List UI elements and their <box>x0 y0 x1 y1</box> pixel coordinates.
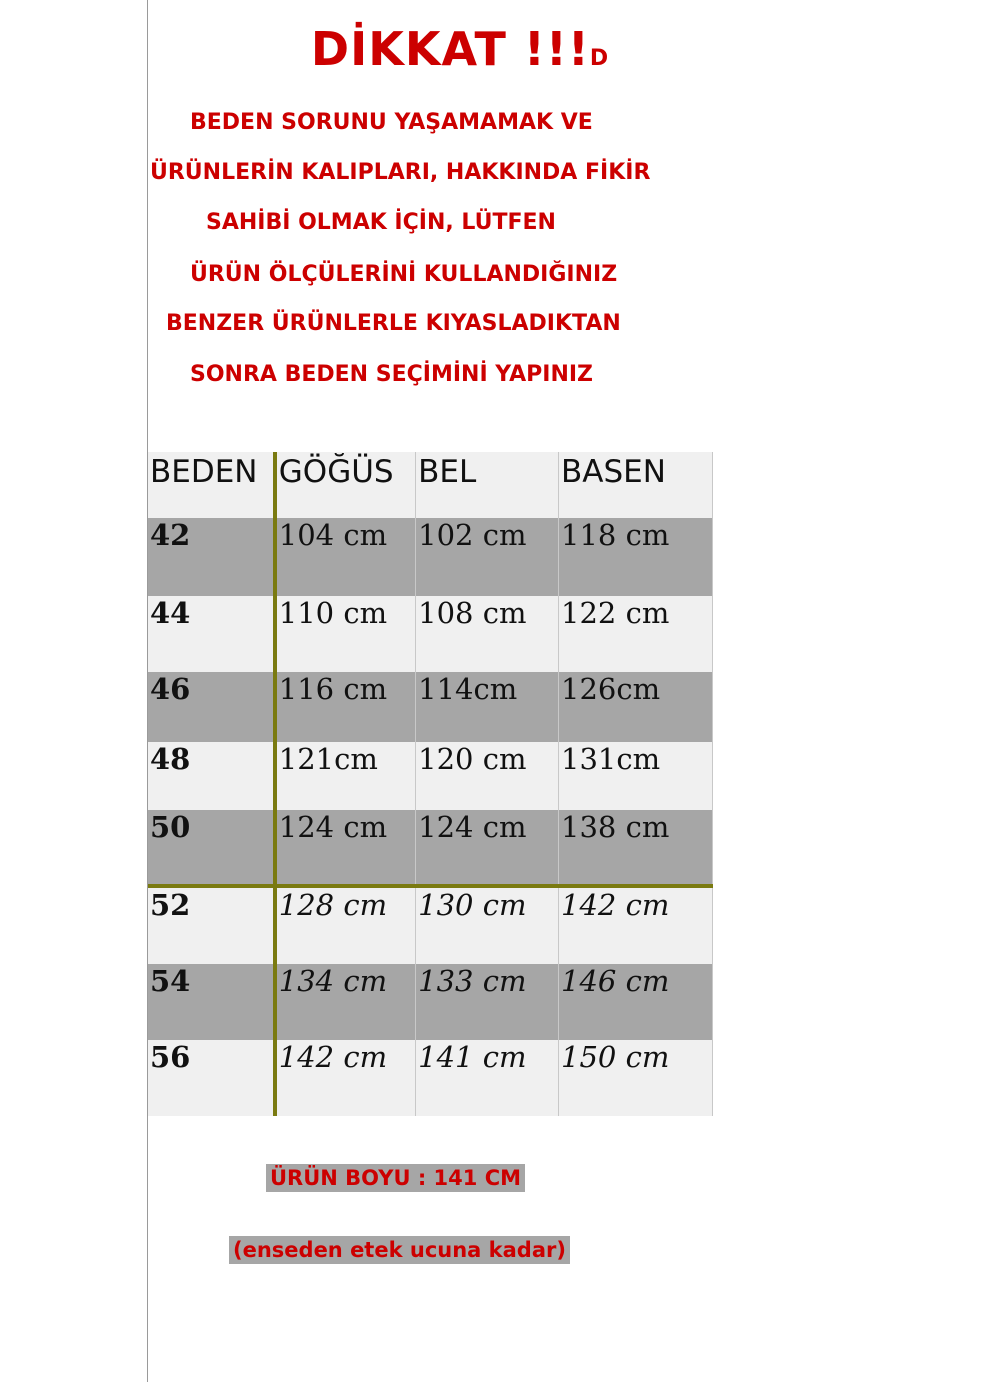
bel-cell: 141 cm <box>416 1040 559 1116</box>
header-gogus: GÖĞÜS <box>275 452 416 518</box>
warning-line-1: BEDEN SORUNU YAŞAMAMAK VE <box>190 110 593 135</box>
header-bel: BEL <box>416 452 559 518</box>
header-basen: BASEN <box>559 452 713 518</box>
gogus-cell: 128 cm <box>275 886 416 964</box>
size-cell: 46 <box>148 672 275 742</box>
gogus-cell: 104 cm <box>275 518 416 596</box>
basen-cell: 150 cm <box>559 1040 713 1116</box>
bel-cell: 124 cm <box>416 810 559 886</box>
bel-cell: 114cm <box>416 672 559 742</box>
gogus-cell: 110 cm <box>275 596 416 672</box>
size-cell: 42 <box>148 518 275 596</box>
size-cell: 44 <box>148 596 275 672</box>
basen-cell: 131cm <box>559 742 713 810</box>
size-cell: 50 <box>148 810 275 886</box>
warning-line-2: ÜRÜNLERİN KALIPLARI, HAKKINDA FİKİR <box>150 160 651 185</box>
table-row <box>148 672 713 742</box>
bel-cell: 133 cm <box>416 964 559 1040</box>
warning-line-6: SONRA BEDEN SEÇİMİNİ YAPINIZ <box>190 362 593 387</box>
bel-cell: 108 cm <box>416 596 559 672</box>
basen-cell: 122 cm <box>559 596 713 672</box>
basen-cell: 138 cm <box>559 810 713 886</box>
product-length-detail: (enseden etek ucuna kadar) <box>229 1236 570 1264</box>
table-row <box>148 596 713 672</box>
warning-heading-suffix: D <box>589 46 610 71</box>
gogus-cell: 116 cm <box>275 672 416 742</box>
basen-cell: 142 cm <box>559 886 713 964</box>
table-row <box>148 886 713 964</box>
basen-cell: 126cm <box>559 672 713 742</box>
table-row <box>148 1040 713 1116</box>
size-chart-table <box>148 452 713 1116</box>
basen-cell: 146 cm <box>559 964 713 1040</box>
bel-cell: 130 cm <box>416 886 559 964</box>
warning-line-4: ÜRÜN ÖLÇÜLERİNİ KULLANDIĞINIZ <box>190 262 618 287</box>
table-row <box>148 518 713 596</box>
basen-cell: 118 cm <box>559 518 713 596</box>
warning-line-5: BENZER ÜRÜNLERLE KIYASLADIKTAN <box>166 311 621 336</box>
bel-cell: 102 cm <box>416 518 559 596</box>
size-cell: 48 <box>148 742 275 810</box>
header-beden: BEDEN <box>148 452 275 518</box>
gogus-cell: 121cm <box>275 742 416 810</box>
product-length-note: ÜRÜN BOYU : 141 CM <box>266 1164 525 1192</box>
size-cell: 54 <box>148 964 275 1040</box>
table-row <box>148 964 713 1040</box>
gogus-cell: 134 cm <box>275 964 416 1040</box>
bel-cell: 120 cm <box>416 742 559 810</box>
gogus-cell: 124 cm <box>275 810 416 886</box>
table-header-row <box>148 452 713 518</box>
warning-heading-title: DİKKAT !!! <box>310 22 590 76</box>
warning-heading <box>150 22 770 76</box>
size-cell: 52 <box>148 886 275 964</box>
size-cell: 56 <box>148 1040 275 1116</box>
gogus-cell: 142 cm <box>275 1040 416 1116</box>
warning-line-3: SAHİBİ OLMAK İÇİN, LÜTFEN <box>206 210 556 235</box>
table-row <box>148 810 713 886</box>
table-row <box>148 742 713 810</box>
